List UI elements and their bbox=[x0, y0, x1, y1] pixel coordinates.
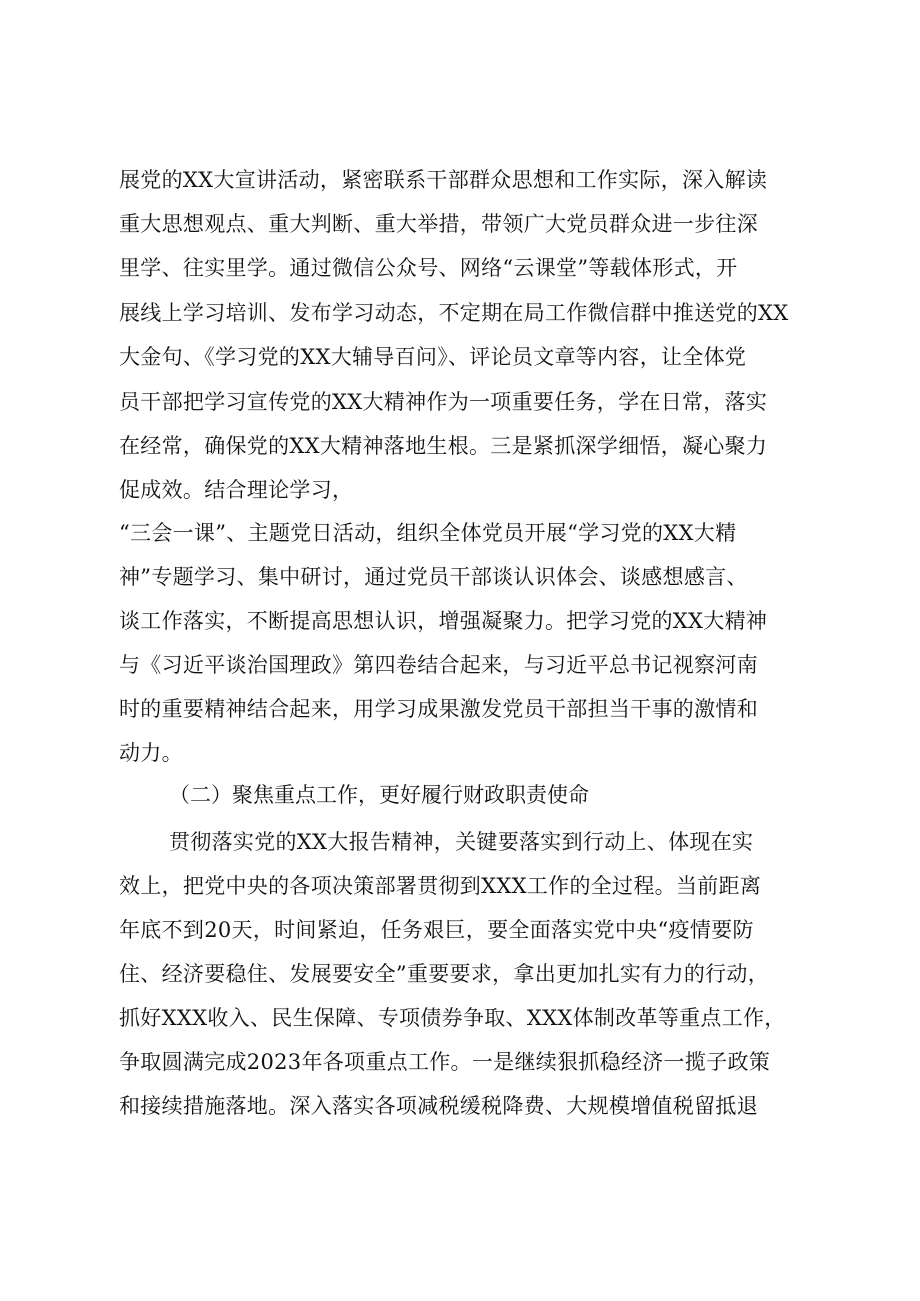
paragraph-line: “三会一课”、主题党日活动，组织全体党员开展“学习党的XX大精 bbox=[119, 521, 737, 545]
paragraph-line: 贯彻落实党的XX大报告精神，关键要落实到行动上、体现在实 bbox=[169, 830, 754, 854]
paragraph-line: 谈工作落实，不断提高思想认识，增强凝聚力。把学习党的XX大精神 bbox=[119, 609, 768, 633]
paragraph-line: 年底不到20天，时间紧迫，任务艰巨，要全面落实党中央“疫情要防 bbox=[119, 918, 754, 942]
paragraph-line: 在经常，确保党的XX大精神落地生根。三是紧抓深学细悟，凝心聚力 bbox=[119, 434, 768, 458]
paragraph-line: 展线上学习培训、发布学习动态，不定期在局工作微信群中推送党的XX bbox=[119, 301, 789, 325]
paragraph-line: 时的重要精神结合起来，用学习成果激发党员干部担当干事的激情和 bbox=[119, 697, 758, 721]
paragraph-line: 神”专题学习、集中研讨，通过党员干部谈认识体会、谈感想感言、 bbox=[119, 565, 748, 589]
section-heading: （二）聚焦重点工作，更好履行财政职责使命 bbox=[169, 783, 589, 807]
paragraph-line: 住、经济要稳住、发展要安全”重要要求，拿出更加扎实有力的行动， bbox=[119, 962, 770, 986]
paragraph-line: 促成效。结合理论学习， bbox=[119, 478, 354, 502]
paragraph-line: 动力。 bbox=[119, 741, 183, 765]
paragraph-line: 争取圆满完成2023年各项重点工作。一是继续狠抓稳经济一揽子政策 bbox=[119, 1050, 771, 1074]
paragraph-line: 效上，把党中央的各项决策部署贯彻到XXX工作的全过程。当前距离 bbox=[119, 874, 762, 898]
paragraph-line: 和接续措施落地。深入落实各项减税缓税降费、大规模增值税留抵退 bbox=[119, 1094, 758, 1118]
paragraph-line: 重大思想观点、重大判断、重大举措，带领广大党员群众进一步往深 bbox=[119, 212, 758, 236]
paragraph-line: 大金句、《学习党的XX大辅导百问》、评论员文章等内容，让全体党 bbox=[119, 345, 747, 369]
paragraph-line: 与《习近平谈治国理政》第四卷结合起来，与习近平总书记视察河南 bbox=[119, 653, 758, 677]
paragraph-line: 员干部把学习宣传党的XX大精神作为一项重要任务，学在日常，落实 bbox=[119, 390, 768, 414]
paragraph-line: 里学、往实里学。通过微信公众号、网络“云课堂”等载体形式，开 bbox=[119, 256, 738, 280]
paragraph-line: 展党的XX大宣讲活动，紧密联系干部群众思想和工作实际，深入解读 bbox=[119, 168, 768, 192]
paragraph-line: 抓好XXX收入、民生保障、专项债券争取、XXX体制改革等重点工作， bbox=[119, 1006, 786, 1030]
